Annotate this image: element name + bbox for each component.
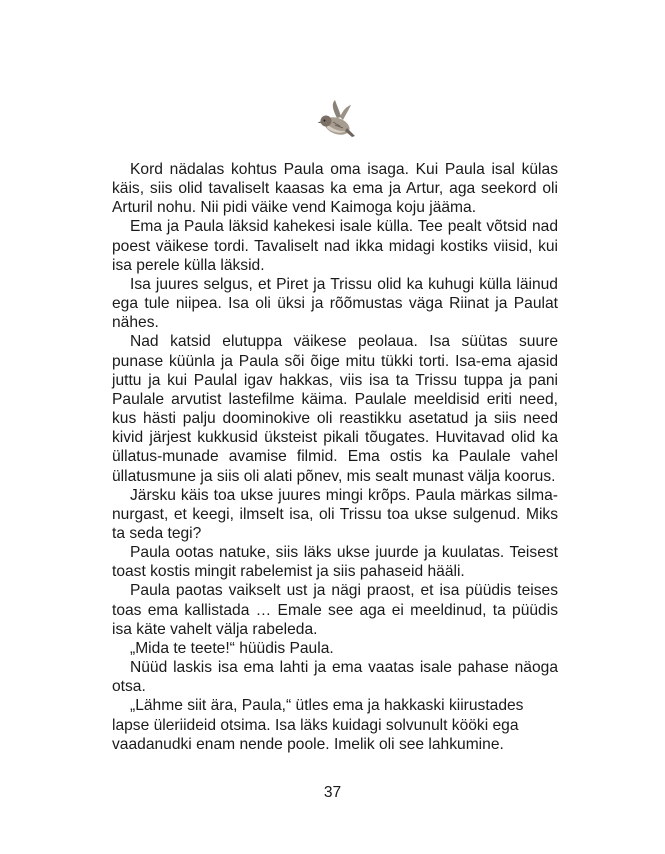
paragraph-3: Isa juures selgus, et Piret ja Trissu olid ka kuhugi külla läinud ega tule niipea. Isa oli üksi ja rõõmustas väga Riinat ja Paulat nähes.: [112, 275, 558, 332]
paragraph-7: Paula paotas vaikselt ust ja nägi praost, et isa püüdis teises toas ema kallistada … Emale see aga ei meeldinud, ta püüdis isa käte vahelt välja rabeleda.: [112, 582, 558, 638]
paragraph-2: Ema ja Paula läksid kahekesi isale külla. Tee pealt võtsid nad poest väikese tordi. Tavaliselt nad ikka midagi kostiks viisid, kui isa perele külla läksid.: [112, 218, 558, 274]
story-text: [112, 160, 558, 754]
paragraph-6: Paula ootas natuke, siis läks ukse juurde ja kuulatas. Teisest toast kostis mingit rabelemist ja siis pahaseid hääli.: [112, 544, 558, 581]
paragraph-8: „Mida te teete!“ hüüdis Paula.: [130, 639, 334, 657]
paragraph-1: Kord nädalas kohtus Paula oma isaga. Kui Paula isal külas käis, siis olid tavaliselt kaasas ka ema ja Artur, aga seekord oli Arturil nohu. Nii pidi väike vend Kaimoga koju jääma.: [112, 161, 558, 217]
sparrow-icon: [313, 98, 359, 144]
paragraph-4: Nad katsid elutuppa väikese peolaua. Isa süütas suure punase küünla ja Paula sõi õige mitu tükki torti. Isa-ema ajasid juttu ja kui Paulal igav hakkas, viis isa ta Trissu tuppa ja pani Paulale arvutist lastefilme käima. Paulale meeldisid eriti need, kus hästi palju doominokive oli reastikku asetatud ja siis need kivid järjest kukkusid üksteist pikali tõugates. Huvitavad olid ka üllatus-munade avamise filmid. Ema ostis ka Paulale vahel üllatusmune ja siis oli alati põnev, mis sealt munast välja koorus.: [112, 333, 558, 485]
paragraph-10: „Lähme siit ära, Paula,“ ütles ema ja hakkaski kiirustades lapse üleriideid otsima. Isa läks kuidagi solvunult kööki ega vaadanudki enam nende poole. Imelik oli see lahkumine.: [112, 697, 524, 753]
paragraph-5: Järsku käis toa ukse juures mingi krõps. Paula märkas silma-nurgast, et keegi, ilmselt isa, oli Trissu toa ukse sulgenud. Miks ta seda tegi?: [112, 486, 558, 542]
paragraph-9: Nüüd laskis isa ema lahti ja ema vaatas isale pahase näoga otsa.: [112, 659, 558, 696]
page-number: 37: [323, 784, 342, 801]
